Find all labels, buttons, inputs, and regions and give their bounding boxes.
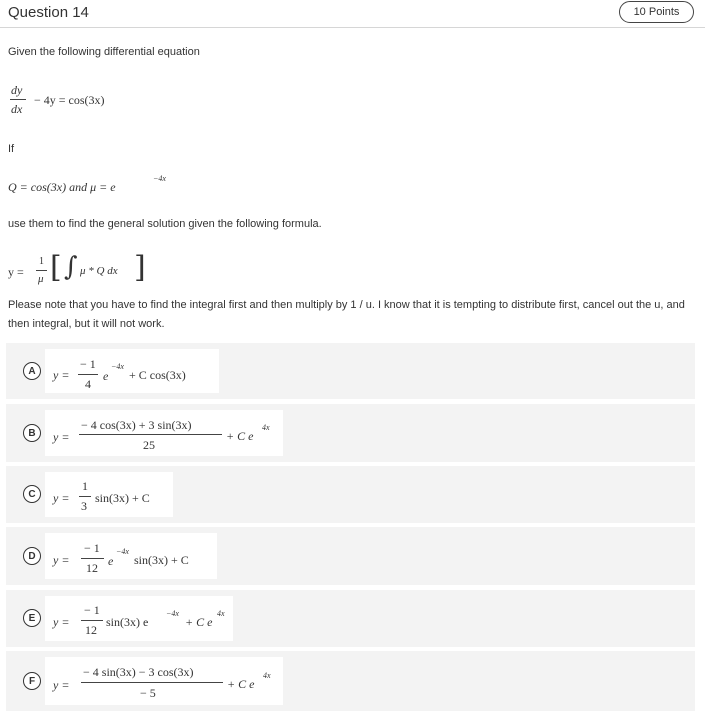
option-c-num: 1 <box>82 479 88 493</box>
points-badge: 10 Points <box>619 1 694 23</box>
option-c-letter[interactable]: C <box>23 485 41 503</box>
option-b-frac-line <box>79 434 222 435</box>
option-e-exp2: 4x <box>217 609 225 618</box>
option-a-exp: −4x <box>111 362 124 371</box>
option-d-lhs: y = <box>53 553 70 567</box>
note-text: Please note that you have to find the integral first and then multiply by 1 / u. I know that it is tempting to distribute first, cancel out the u, and then integral, but it will not work. <box>8 299 685 330</box>
option-a-lhs: y = <box>53 368 70 382</box>
option-e-num: − 1 <box>84 603 100 617</box>
eq-frac-line <box>10 99 26 100</box>
option-b-letter[interactable]: B <box>23 424 41 442</box>
use-text: use them to find the general solution given the following formula. <box>8 218 322 230</box>
formula-lhs: y = <box>8 265 24 279</box>
option-f[interactable] <box>6 651 695 711</box>
option-f-den: − 5 <box>140 686 156 700</box>
eq-dy: dy <box>11 83 23 97</box>
option-d-frac-line <box>81 558 104 559</box>
option-c-tail: sin(3x) + C <box>95 491 150 505</box>
option-d[interactable] <box>6 527 695 585</box>
option-e[interactable] <box>6 590 695 647</box>
definitions-exp: −4x <box>153 174 166 183</box>
definitions-lhs: Q = cos(3x) and μ = e <box>8 180 116 194</box>
option-b-den: 25 <box>143 438 155 452</box>
option-c[interactable] <box>6 466 695 523</box>
right-bracket-icon: ] <box>134 250 146 285</box>
option-c-frac-line <box>79 496 91 497</box>
option-b-tail: + C e <box>226 429 254 443</box>
option-a-tail: + C cos(3x) <box>129 368 186 382</box>
option-b[interactable] <box>6 404 695 462</box>
eq-dx: dx <box>11 102 23 116</box>
option-d-tail: sin(3x) + C <box>134 553 189 567</box>
header-divider <box>0 27 705 28</box>
option-f-frac-line <box>81 682 223 683</box>
option-a-letter[interactable]: A <box>23 362 41 380</box>
formula-integrand: μ * Q dx <box>80 265 118 277</box>
question-title: Question 14 <box>8 4 89 21</box>
option-d-box <box>45 533 217 579</box>
option-d-letter[interactable]: D <box>23 547 41 565</box>
integral-icon: ∫ <box>64 252 78 282</box>
option-f-exp: 4x <box>263 671 271 680</box>
left-bracket-icon: [ <box>50 250 62 285</box>
option-e-tail: + C e <box>185 615 213 629</box>
option-b-num: − 4 cos(3x) + 3 sin(3x) <box>81 418 192 432</box>
option-f-tail: + C e <box>227 677 255 691</box>
option-d-exp: −4x <box>116 547 129 556</box>
option-d-num: − 1 <box>84 541 100 555</box>
if-label: If <box>8 143 15 155</box>
eq-rest: − 4y = cos(3x) <box>34 93 105 107</box>
option-d-den: 12 <box>86 561 98 575</box>
option-e-den: 12 <box>85 623 97 637</box>
intro-text: Given the following differential equation <box>8 46 200 58</box>
option-c-den: 3 <box>81 499 87 513</box>
option-e-letter[interactable]: E <box>23 609 41 627</box>
option-f-letter[interactable]: F <box>23 672 41 690</box>
option-a-frac-line <box>78 374 98 375</box>
option-b-exp: 4x <box>262 423 270 432</box>
option-d-e: e <box>108 554 114 568</box>
option-a-e: e <box>103 369 109 383</box>
formula-frac-line <box>36 270 47 271</box>
option-a-den: 4 <box>85 377 91 391</box>
option-e-frac-line <box>81 620 103 621</box>
option-e-lhs: y = <box>53 615 70 629</box>
option-f-lhs: y = <box>53 678 70 692</box>
option-b-lhs: y = <box>53 430 70 444</box>
formula-num: 1 <box>39 256 44 267</box>
option-f-num: − 4 sin(3x) − 3 cos(3x) <box>83 665 194 679</box>
option-c-lhs: y = <box>53 491 70 505</box>
option-a-num: − 1 <box>80 357 96 371</box>
option-e-mid: sin(3x) e <box>106 615 149 629</box>
option-a[interactable] <box>6 343 695 399</box>
option-e-exp: −4x <box>166 609 179 618</box>
formula-den: μ <box>38 273 44 285</box>
